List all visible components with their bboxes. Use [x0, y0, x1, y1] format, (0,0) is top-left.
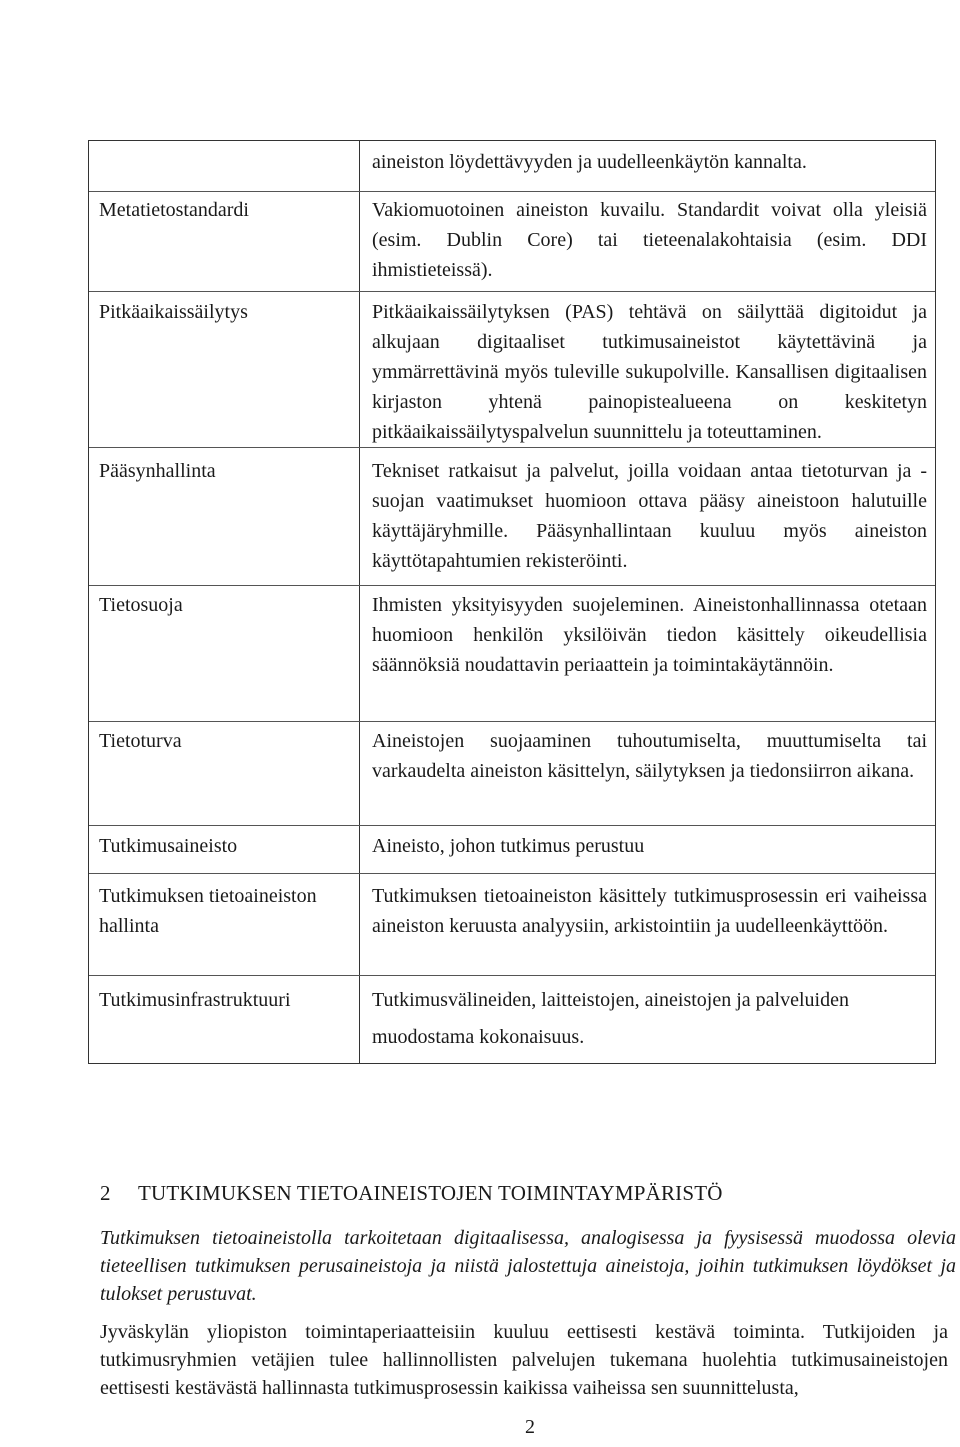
- section-number: 2: [100, 1181, 111, 1205]
- table-row: [89, 873, 935, 975]
- definition-cell: Tutkimuksen tietoaineiston käsittely tutkimusprosessin eri vaiheissa aineiston keruusta analyysiin, arkistointiin ja uudelleenkäyttöön.: [372, 885, 927, 937]
- row-divider: [89, 825, 935, 826]
- row-divider: [89, 721, 935, 722]
- table-row: [89, 585, 935, 721]
- row-divider: [89, 447, 935, 448]
- definition-cell: aineiston löydettävyyden ja uudelleenkäytön kannalta.: [372, 151, 807, 173]
- definitions-table: [88, 140, 936, 1064]
- section-title: TUTKIMUKSEN TIETOAINEISTOJEN TOIMINTAYMPÄRISTÖ: [138, 1181, 723, 1205]
- definition-cell: Pitkäaikaissäilytyksen (PAS) tehtävä on säilyttää digitoidut ja alkujaan digitaaliset tutkimusaineistot käytettävinä ja ymmärrettävinä myös tuleville sukupolville. Kansallisen digitaalisen kirjaston yhtenä painopistealueena on keskitetyn pitkäaikaissäilytyspalvelun suunnittelu ja toteuttaminen.: [372, 301, 927, 443]
- section-heading: [100, 1178, 940, 1208]
- row-divider: [89, 873, 935, 874]
- table-row: [89, 141, 935, 191]
- term-cell: Tietoturva: [99, 730, 182, 752]
- table-row: [89, 191, 935, 291]
- section-intro: Tutkimuksen tietoaineistolla tarkoitetaan digitaalisessa, analogisessa ja fyysisessä muodossa olevia tieteellisen tutkimuksen perusaineistoja ja niistä jalostettuja aineistoja, joihin tutkimuksen löydökset ja tulokset perustuvat.: [100, 1227, 956, 1305]
- body-paragraph: Jyväskylän yliopiston toimintaperiaatteisiin kuuluu eettisesti kestävä toiminta. Tutkijoiden ja tutkimusryhmien vetäjien tulee hallinnollisten palvelujen tukemana huolehtia tutkimusaineistojen eettisesti kestävästä hallinnasta tutkimusprosessin kaikissa vaiheissa sen suunnittelusta,: [100, 1321, 948, 1399]
- table-row: [89, 825, 935, 873]
- definition-cell: Tekniset ratkaisut ja palvelut, joilla voidaan antaa tietoturvan ja -suojan vaatimukset huomioon ottava pääsy aineistoon halutuille käyttäjäryhmille. Pääsynhallintaan kuuluu myös aineiston käyttötapahtumien rekisteröinti.: [372, 460, 927, 572]
- table-row: [89, 975, 935, 1063]
- table-row: [89, 447, 935, 585]
- definition-cell: Ihmisten yksityisyyden suojeleminen. Aineistonhallinnassa otetaan huomioon henkilön yksilöivän tiedon käsittely oikeudellisia säännöksiä noudattavin periaattein ja toimintakäytännöin.: [372, 594, 927, 676]
- row-divider: [89, 291, 935, 292]
- definition-cell: Aineisto, johon tutkimus perustuu: [372, 835, 645, 857]
- term-cell: Tietosuoja: [99, 594, 183, 616]
- table-row: [89, 721, 935, 825]
- row-divider: [89, 191, 935, 192]
- term-cell: Metatietostandardi: [99, 199, 249, 221]
- term-cell: Tutkimusaineisto: [99, 835, 238, 857]
- row-divider: [89, 975, 935, 976]
- definition-cell: Tutkimusvälineiden, laitteistojen, aineistojen ja palveluiden muodostama kokonaisuus.: [372, 989, 849, 1048]
- row-divider: [89, 585, 935, 586]
- term-cell: Tutkimusinfrastruktuuri: [99, 989, 291, 1011]
- term-cell: Tutkimuksen tietoaineiston hallinta: [99, 885, 317, 937]
- term-cell: Pääsynhallinta: [99, 460, 216, 482]
- table-row: [89, 291, 935, 447]
- definition-cell: Aineistojen suojaaminen tuhoutumiselta, muuttumiselta tai varkaudelta aineiston käsittelyn, säilytyksen ja tiedonsiirron aikana.: [372, 730, 927, 782]
- term-cell: Pitkäaikaissäilytys: [99, 301, 248, 323]
- definition-cell: Vakiomuotoinen aineiston kuvailu. Standardit voivat olla yleisiä (esim. Dublin Core) tai tieteenalakohtaisia (esim. DDI ihmistieteissä).: [372, 199, 927, 281]
- page-number: 2: [525, 1416, 535, 1438]
